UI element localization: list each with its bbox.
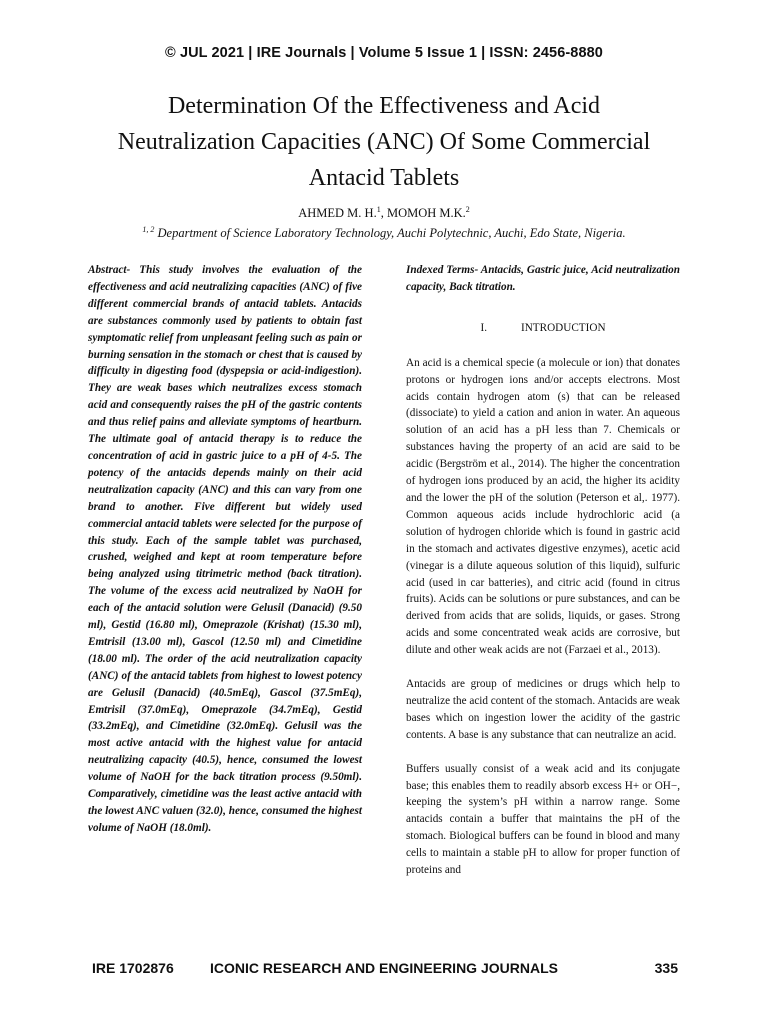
title-line: Antacid Tablets (308, 165, 460, 191)
author-name: AHMED M. H. (298, 206, 377, 220)
body-paragraph: An acid is a chemical specie (a molecule or ion) that donates protons or hydrogen ions and/or accepts electrons. Most acids contain hydrogen atom (s) that can be released (dissociate) to yield a cation and anion in water. An aqueous solution of an acid has a pH less than 7. Chemicals or substances having the property of an acid are said to be acidic (Bergström et al., 2014). The higher the concentration of hydrogen ions produced by an acid, the higher its acidity and the lower the pH of the solution (Peterson et al,. 1977). Common aqueous acids include hydrochloric acid (a solution of hydrogen chloride which is found in gastric acid in the stomach and activates digestive enzymes), acetic acid (vinegar is a dilute aqueous solution of this liquid), sulfuric acid (used in car batteries), and citric acid (found in citrus fruits). Acids can be solutions or pure substances, and can be derived from acids that are solids, liquids, or gases. Strong acids and some concentrated weak acids are corrosive, but dilute and other weak acids are not (Farzaei et al., 2013). (406, 356, 680, 657)
author-separator: , (380, 206, 387, 220)
affiliation-text: Department of Science Laboratory Technology, Auchi Polytechnic, Auchi, Edo State, Nigeria. (154, 226, 626, 240)
title-line: Neutralization Capacities (ANC) Of Some Commercial (117, 129, 651, 155)
page-footer (0, 960, 768, 980)
section-number: I. (480, 321, 487, 334)
affiliation (0, 226, 768, 241)
abstract-column (88, 262, 362, 837)
body-column (406, 262, 680, 896)
author-sup: 1 (376, 204, 381, 214)
author-name: MOMOH M.K. (386, 206, 466, 220)
index-terms: Indexed Terms- Antacids, Gastric juice, Acid neutralization capacity, Back titration. (406, 264, 680, 293)
body-paragraph: Buffers usually consist of a weak acid and its conjugate base; this enables them to readily absorb excess H+ or OH−, keeping the system’s pH within a narrow range. Some antacids contain a buffer that maintains the pH of the stomach. Biological buffers can be found in blood and many cells to maintain a stable pH to allow for proper function of proteins and (406, 762, 680, 877)
abstract: Abstract- This study involves the evaluation of the effectiveness and acid neutralizing capacities (ANC) of five different commercial brands of antacid tablets. Antacids are substances commonly used by patients to obtain fast symptomatic relief from unpleasant feeling such as pain or burning sensation in the stomach or chest that is caused by difficulty in digesting food (dyspepsia or acid-indigestion). They are weak bases which neutralizes excess stomach acid and consequently raises the pH of the gastric contents and thus relief pains and alleviate symptoms of heartburn. The ultimate goal of antacid therapy is to reduce the concentration of acid in gastric juice to a pH of 4-5. The potency of the antacids depends mainly on their acid neutralization capacity (ANC) and this can vary from one brand to another. Five different but widely used commercial antacid tablets were selected for the purpose of this study. Each of the sample tablet was purchased, crushed, weighed and kept at room temperature before being analyzed using titrimetric method (back titration). The volume of the excess acid neutralized by NaOH for each of the antacid solution were Gelusil (Danacid) (9.50 ml), Gestid (16.80 ml), Omeprazole (Krishat) (15.30 ml), Emtrisil (13.00 ml), Gascol (12.50 ml) and Cimetidine (18.00 ml). The order of the acid neutralization capacity (ANC) of the antacid tablets from highest to lowest potency are Gelusil (Danacid) (40.5mEq), Gascol (37.5mEq), Emtrisil (37.0mEq), Omeprazole (34.7mEq), Gestid (33.2mEq), and Cimetidine (32.0mEq). Gelusil was the most active antacid with the highest value for antacid neutralizing capacity (40.5), hence, consumed the lowest volume of NaOH for the back titration process (9.50ml). Comparatively, cimetidine was the least active antacid with the lowest ANC valuen (32.0), hence, consumed the highest volume of NaOH (18.0ml). (88, 264, 362, 834)
author-list (0, 206, 768, 221)
title-line: Determination Of the Effectiveness and Acid (167, 93, 601, 119)
journal-header: © JUL 2021 | IRE Journals | Volume 5 Issue 1 | ISSN: 2456-8880 (165, 45, 603, 61)
paper-title (60, 88, 708, 196)
page-number: 335 (654, 960, 678, 976)
body-paragraph: Antacids are group of medicines or drugs which help to neutralize the acid content of the stomach. Antacids are weak bases which on ingestion lower the acidity of the gastric contents. A base is any substance that can neutralize an acid. (406, 678, 680, 741)
author-sup: 2 (465, 204, 470, 214)
footer-journal: ICONIC RESEARCH AND ENGINEERING JOURNALS (210, 960, 558, 976)
section-heading (406, 320, 680, 337)
affiliation-sup: 1, 2 (142, 224, 155, 234)
footer-id: IRE 1702876 (92, 960, 174, 976)
section-title: INTRODUCTION (521, 321, 606, 334)
